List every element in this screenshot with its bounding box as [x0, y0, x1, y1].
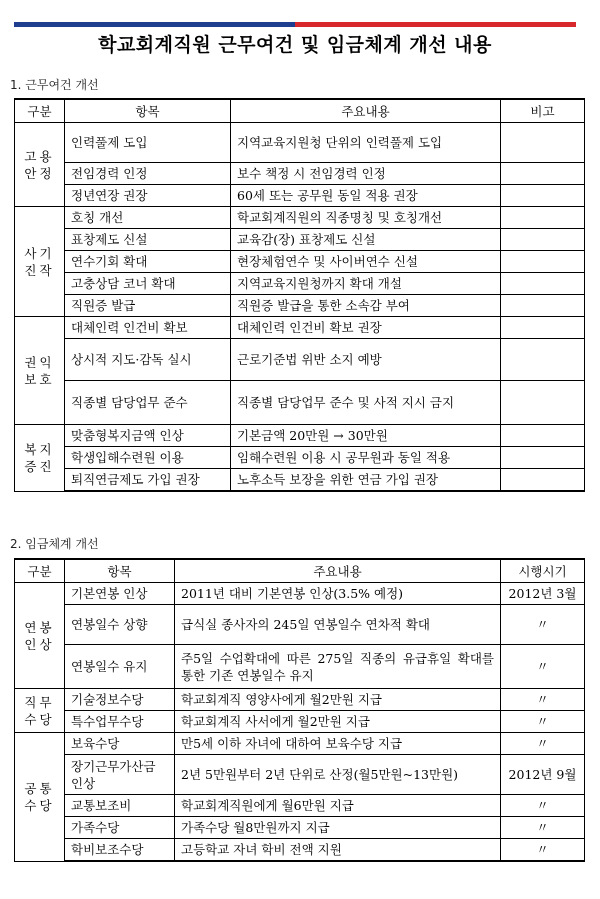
category-cell: 복지 증진 — [15, 425, 65, 492]
content-cell: 주5일 수업확대에 따른 275일 직종의 유급휴일 확대를 통한 기존 연봉일수 유지 — [175, 645, 501, 689]
table-row — [15, 185, 585, 207]
section2-heading: 2. 임금체계 개선 — [10, 537, 99, 551]
note-cell — [501, 229, 585, 251]
date-cell: 〃 — [501, 689, 585, 711]
header-item: 항목 — [65, 559, 175, 583]
wage-system-table — [14, 558, 585, 862]
content-cell: 대체인력 인건비 확보 권장 — [231, 317, 501, 339]
date-cell: 〃 — [501, 605, 585, 645]
date-cell: 2012년 3월 — [501, 583, 585, 605]
table-row — [15, 839, 585, 862]
item-cell: 학생입해수련원 이용 — [65, 447, 231, 469]
table-row — [15, 273, 585, 295]
table-row — [15, 605, 585, 645]
content-cell: 노후소득 보장을 위한 연금 가입 권장 — [231, 469, 501, 492]
content-cell: 만5세 이하 자녀에 대하여 보육수당 지급 — [175, 733, 501, 755]
content-cell: 교육감(장) 표창제도 신설 — [231, 229, 501, 251]
section1-heading: 1. 근무여건 개선 — [10, 78, 99, 92]
header-content: 주요내용 — [175, 559, 501, 583]
note-cell — [501, 381, 585, 425]
date-cell: 2012년 9월 — [501, 755, 585, 795]
item-cell: 퇴직연금제도 가입 권장 — [65, 469, 231, 492]
content-cell: 학교회계직원의 직종명칭 및 호칭개선 — [231, 207, 501, 229]
table-header-row — [15, 99, 585, 123]
header-note: 비고 — [501, 99, 585, 123]
table-row — [15, 583, 585, 605]
title-bar-blue — [14, 22, 295, 27]
note-cell — [501, 123, 585, 163]
date-cell: 〃 — [501, 711, 585, 733]
header-item: 항목 — [65, 99, 231, 123]
item-cell: 직원증 발급 — [65, 295, 231, 317]
table-row — [15, 317, 585, 339]
note-cell — [501, 273, 585, 295]
item-cell: 장기근무가산금 인상 — [65, 755, 175, 795]
table-header-row — [15, 559, 585, 583]
item-cell: 연수기회 확대 — [65, 251, 231, 273]
date-cell: 〃 — [501, 817, 585, 839]
item-cell: 연봉일수 상향 — [65, 605, 175, 645]
content-cell: 지역교육지원청까지 확대 개설 — [231, 273, 501, 295]
item-cell: 상시적 지도·감독 실시 — [65, 339, 231, 381]
note-cell — [501, 251, 585, 273]
content-cell: 보수 책정 시 전임경력 인정 — [231, 163, 501, 185]
note-cell — [501, 447, 585, 469]
table-row — [15, 381, 585, 425]
content-cell: 기본금액 20만원 → 30만원 — [231, 425, 501, 447]
note-cell — [501, 317, 585, 339]
item-cell: 교통보조비 — [65, 795, 175, 817]
note-cell — [501, 295, 585, 317]
table-row — [15, 295, 585, 317]
table-row — [15, 795, 585, 817]
item-cell: 인력풀제 도입 — [65, 123, 231, 163]
table-row — [15, 817, 585, 839]
table-row — [15, 733, 585, 755]
note-cell — [501, 163, 585, 185]
category-cell: 사기 진작 — [15, 207, 65, 317]
item-cell: 표창제도 신설 — [65, 229, 231, 251]
category-cell: 권익 보호 — [15, 317, 65, 425]
note-cell — [501, 339, 585, 381]
header-category: 구분 — [15, 559, 65, 583]
header-category: 구분 — [15, 99, 65, 123]
work-conditions-table — [14, 98, 585, 492]
note-cell — [501, 185, 585, 207]
content-cell: 급식실 종사자의 245일 연봉일수 연차적 확대 — [175, 605, 501, 645]
table-row — [15, 689, 585, 711]
table-row — [15, 123, 585, 163]
table-row — [15, 229, 585, 251]
item-cell: 직종별 담당업무 준수 — [65, 381, 231, 425]
table-row — [15, 339, 585, 381]
content-cell: 직원증 발급을 통한 소속감 부여 — [231, 295, 501, 317]
note-cell — [501, 207, 585, 229]
item-cell: 가족수당 — [65, 817, 175, 839]
date-cell: 〃 — [501, 839, 585, 862]
table-row — [15, 425, 585, 447]
title-bar-red — [295, 22, 576, 27]
table-row — [15, 447, 585, 469]
note-cell — [501, 469, 585, 492]
category-cell: 직무 수당 — [15, 689, 65, 733]
note-cell — [501, 425, 585, 447]
item-cell: 특수업무수당 — [65, 711, 175, 733]
table-row — [15, 711, 585, 733]
content-cell: 근로기준법 위반 소지 예방 — [231, 339, 501, 381]
item-cell: 기본연봉 인상 — [65, 583, 175, 605]
table-row — [15, 645, 585, 689]
item-cell: 연봉일수 유지 — [65, 645, 175, 689]
date-cell: 〃 — [501, 733, 585, 755]
item-cell: 전임경력 인정 — [65, 163, 231, 185]
category-cell: 공통 수당 — [15, 733, 65, 862]
category-cell: 고용 안정 — [15, 123, 65, 207]
content-cell: 지역교육지원청 단위의 인력풀제 도입 — [231, 123, 501, 163]
content-cell: 현장체험연수 및 사이버연수 신설 — [231, 251, 501, 273]
content-cell: 고등학교 자녀 학비 전액 지원 — [175, 839, 501, 862]
content-cell: 2011년 대비 기본연봉 인상(3.5% 예정) — [175, 583, 501, 605]
content-cell: 2년 5만원부터 2년 단위로 산정(월5만원~13만원) — [175, 755, 501, 795]
content-cell: 학교회계직원에게 월6만원 지급 — [175, 795, 501, 817]
item-cell: 대체인력 인건비 확보 — [65, 317, 231, 339]
category-cell: 연봉 인상 — [15, 583, 65, 689]
item-cell: 보육수당 — [65, 733, 175, 755]
title-box — [14, 22, 576, 66]
page-title: 학교회계직원 근무여건 및 임금체계 개선 내용 — [98, 34, 492, 56]
table-row — [15, 251, 585, 273]
content-cell: 학교회계직 영양사에게 월2만원 지급 — [175, 689, 501, 711]
content-cell: 가족수당 월8만원까지 지급 — [175, 817, 501, 839]
date-cell: 〃 — [501, 795, 585, 817]
item-cell: 고충상담 코너 확대 — [65, 273, 231, 295]
item-cell: 학비보조수당 — [65, 839, 175, 862]
date-cell: 〃 — [501, 645, 585, 689]
item-cell: 맞춤형복지금액 인상 — [65, 425, 231, 447]
item-cell: 호칭 개선 — [65, 207, 231, 229]
header-content: 주요내용 — [231, 99, 501, 123]
content-cell: 임해수련원 이용 시 공무원과 동일 적용 — [231, 447, 501, 469]
table-row — [15, 207, 585, 229]
table-row — [15, 755, 585, 795]
content-cell: 60세 또는 공무원 동일 적용 권장 — [231, 185, 501, 207]
content-cell: 학교회계직 사서에게 월2만원 지급 — [175, 711, 501, 733]
item-cell: 정년연장 권장 — [65, 185, 231, 207]
item-cell: 기술정보수당 — [65, 689, 175, 711]
content-cell: 직종별 담당업무 준수 및 사적 지시 금지 — [231, 381, 501, 425]
table-row — [15, 469, 585, 492]
table-row — [15, 163, 585, 185]
header-date: 시행시기 — [501, 559, 585, 583]
